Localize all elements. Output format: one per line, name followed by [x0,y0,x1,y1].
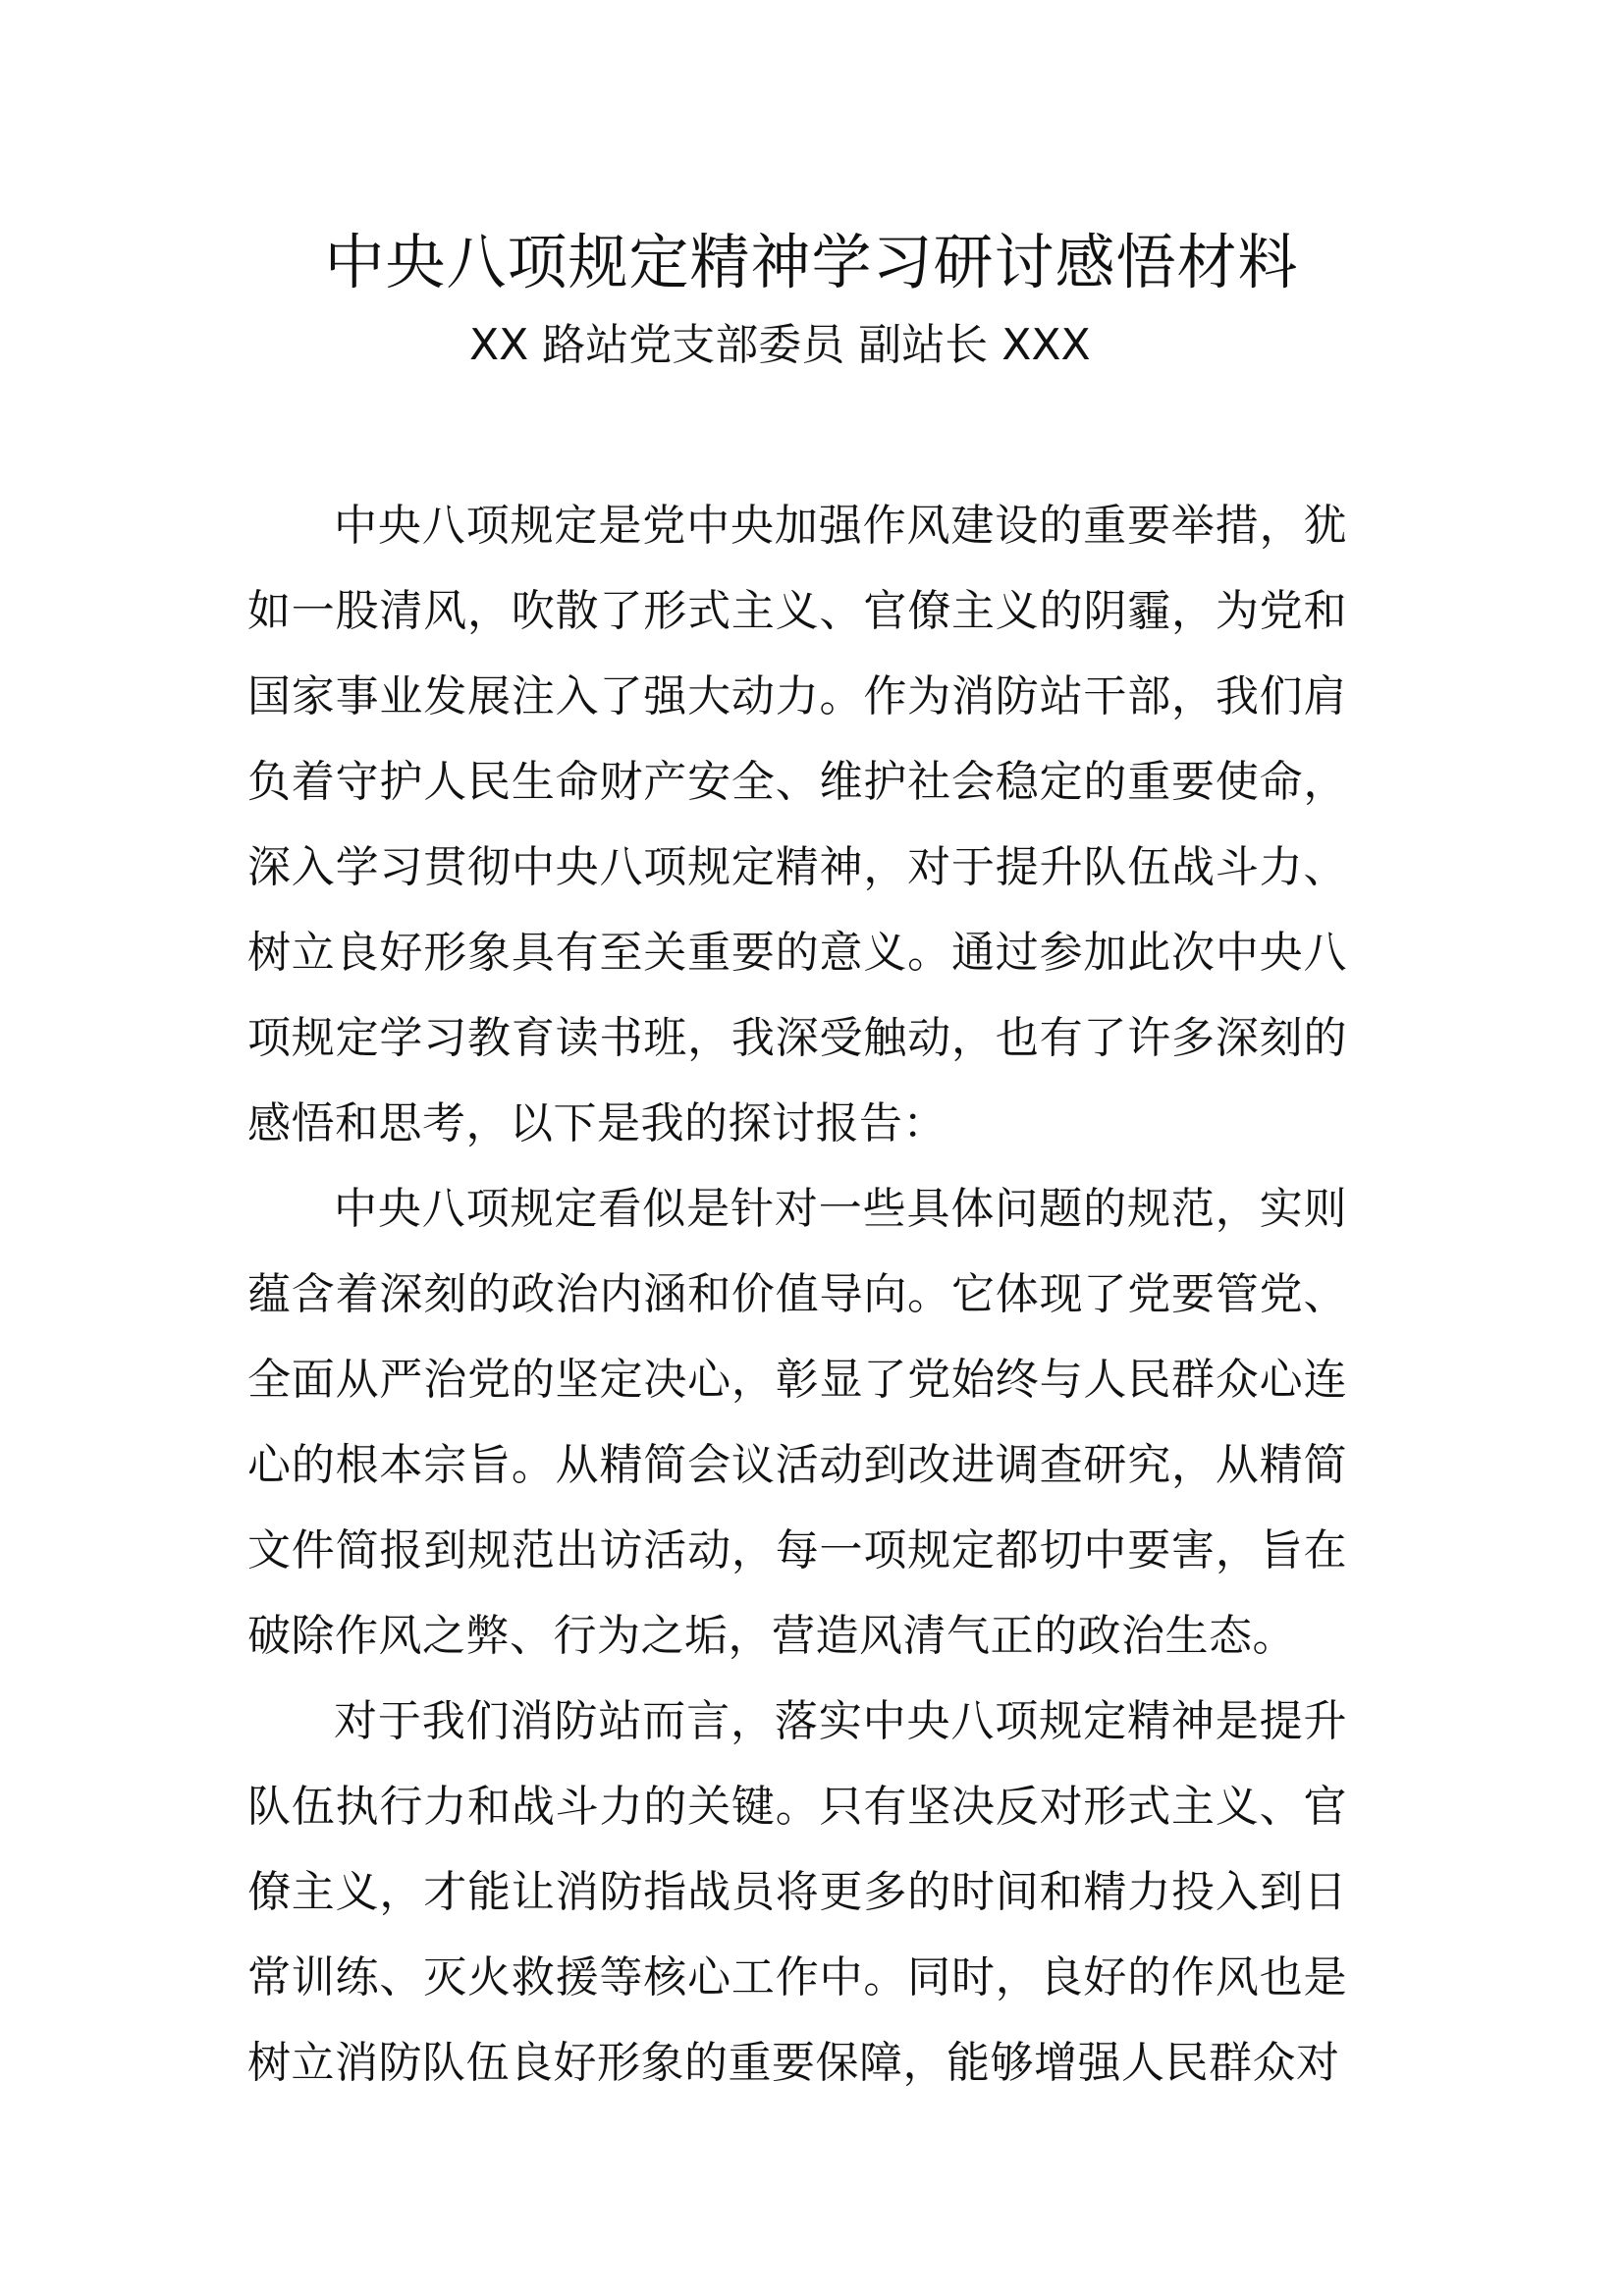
document-title: 中央八项规定精神学习研讨感悟材料 [324,228,1299,297]
document-body [247,483,1347,2106]
paragraph-3: 对于我们消防站而言，落实中央八项规定精神是提升队伍执行力和战斗力的关键。只有坚决反对形式主义、官僚主义，才能让消防指战员将更多的时间和精力投入到日常训练、灭火救援等核心工作中。同时，良好的作风也是树立消防队伍良好形象的重要保障，能够增强人民群众对 [247,1696,1347,2088]
paragraph-2: 中央八项规定看似是针对一些具体问题的规范，实则蕴含着深刻的政治内涵和价值导向。它体现了党要管党、全面从严治党的坚定决心，彰显了党始终与人民群众心连心的根本宗旨。从精简会议活动到改进调查研究，从精简文件简报到规范出访活动，每一项规定都切中要害，旨在破除作风之弊、行为之垢，营造风清气正的政治生态。 [247,1184,1347,1661]
paragraph-1: 中央八项规定是党中央加强作风建设的重要举措，犹如一股清风，吹散了形式主义、官僚主义的阴霾，为党和国家事业发展注入了强大动力。作为消防站干部，我们肩负着守护人民生命财产安全、维护社会稳定的重要使命，深入学习贯彻中央八项规定精神，对于提升队伍战斗力、树立良好形象具有至关重要的意义。通过参加此次中央八项规定学习教育读书班，我深受触动，也有了许多深刻的感悟和思考，以下是我的探讨报告： [247,501,1347,1148]
document-subtitle: XX 路站党支部委员 副站长 XXX [469,320,1091,370]
